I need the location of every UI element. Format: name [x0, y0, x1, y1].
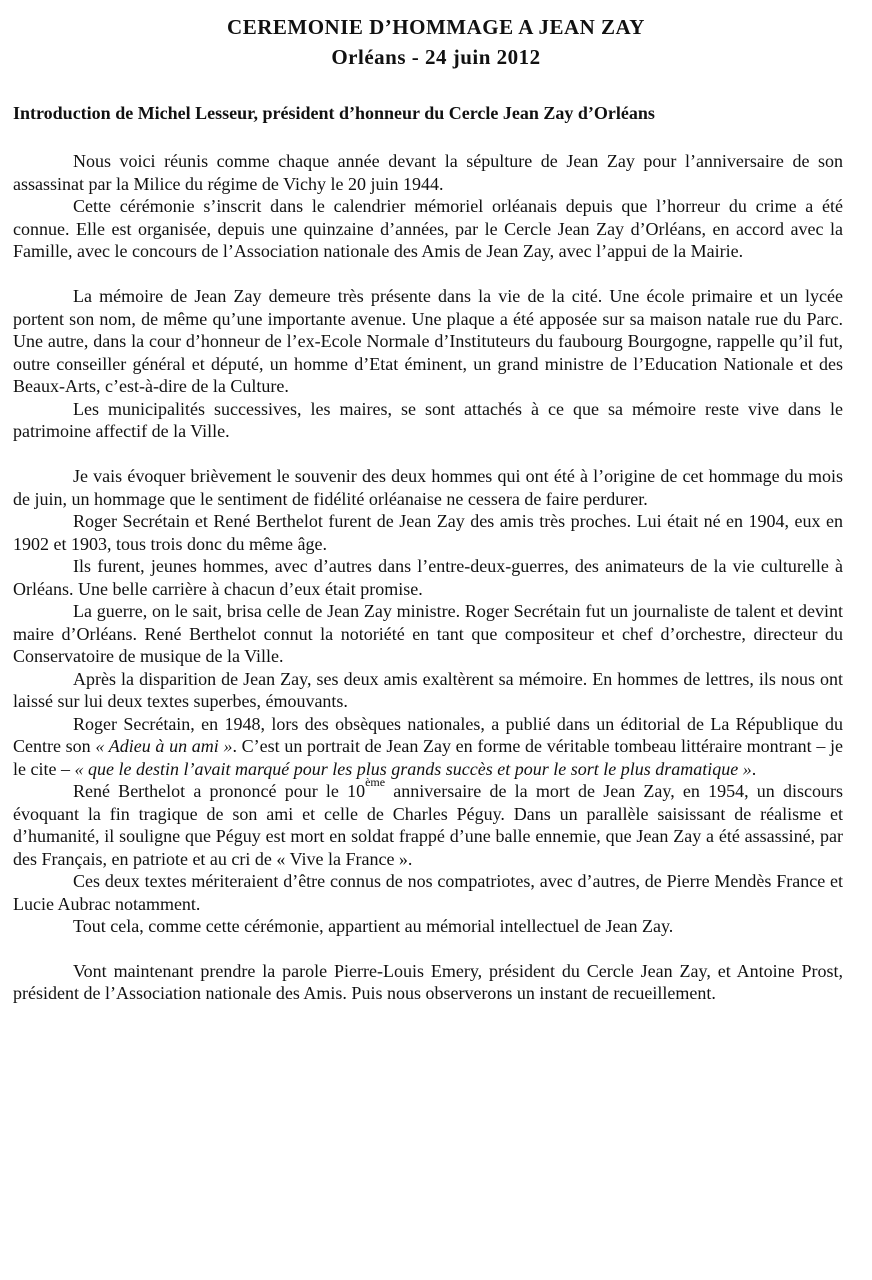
paragraph: Les municipalités successives, les maires, se sont attachés à ce que sa mémoire reste vive dans le patrimoine affectif de la Ville.: [13, 398, 843, 441]
paragraph: La guerre, on le sait, brisa celle de Jean Zay ministre. Roger Secrétain fut un journaliste de talent et devint maire d’Orléans. René Berthelot connut la notoriété en tant que compositeur et chef d’orchestre, directeur du Conservatoire de musique de la Ville.: [13, 601, 843, 666]
superscript: ème: [365, 775, 386, 789]
paragraph: Je vais évoquer brièvement le souvenir des deux hommes qui ont été à l’origine de cet hommage du mois de juin, un hommage que le sentiment de fidélité orléanaise ne cessera de faire perdurer.: [13, 466, 843, 509]
paragraph: Nous voici réunis comme chaque année devant la sépulture de Jean Zay pour l’anniversaire de son assassinat par la Milice du régime de Vichy le 20 juin 1944.: [13, 151, 843, 194]
intro-heading: Introduction de Michel Lesseur, président d’honneur du Cercle Jean Zay d’Orléans: [13, 103, 655, 123]
paragraph: La mémoire de Jean Zay demeure très présente dans la vie de la cité. Une école primaire et un lycée portent son nom, de même qu’une importante avenue. Une plaque a été apposée sur sa maison natale rue du Parc. Une autre, dans la cour d’honneur de l’ex-Ecole Normale d’Instituteurs du faubourg Bourgogne, rappelle qu’il fut, outre conseiller général et député, un homme d’Etat éminent, un grand ministre de l’Education Nationale et des Beaux-Arts, c’est-à-dire de la Culture.: [13, 286, 843, 396]
paragraph: Ils furent, jeunes hommes, avec d’autres dans l’entre-deux-guerres, des animateurs de la vie culturelle à Orléans. Une belle carrière à chacun d’eux était promise.: [13, 556, 843, 599]
paragraph-text: . C’est un portrait de Jean Zay en forme de véritable tombeau littéraire montrant – je le cite –: [13, 736, 843, 779]
paragraph: Après la disparition de Jean Zay, ses deux amis exaltèrent sa mémoire. En hommes de lettres, ils nous ont laissé sur lui deux textes superbes, émouvants.: [13, 668, 843, 711]
paragraph: [13, 713, 843, 781]
paragraph: [13, 775, 843, 870]
quote: « que le destin l’avait marqué pour les plus grands succès et pour le sort le plus dramatique »: [74, 758, 752, 779]
paragraph-text: anniversaire de la mort de Jean Zay, en 1954, un discours évoquant la fin tragique de son ami et celle de Charles Péguy. Dans un parallèle saisissant de réalisme et d’humanité, il souligne que Péguy est mort en soldat frappé d’une balle ennemie, que Jean Zay a été assassiné, par des Français, en patriote et au cri de « Vive la France ».: [13, 781, 843, 869]
body-text: [13, 150, 843, 1005]
paragraph: Roger Secrétain et René Berthelot furent de Jean Zay des amis très proches. Lui était né en 1904, eux en 1902 et 1903, tous trois donc du même âge.: [13, 511, 843, 554]
paragraph: Ces deux textes mériteraient d’être connus de nos compatriotes, avec d’autres, de Pierre Mendès France et Lucie Aubrac notamment.: [13, 871, 843, 914]
paragraph: Cette cérémonie s’inscrit dans le calendrier mémoriel orléanais depuis que l’horreur du crime a été connue. Elle est organisée, depuis une quinzaine d’années, par le Cercle Jean Zay d’Orléans, en accord avec la Famille, avec le concours de l’Association nationale des Amis de Jean Zay, avec l’appui de la Mairie.: [13, 196, 843, 261]
document-subtitle: Orléans - 24 juin 2012: [331, 45, 541, 69]
quote: « Adieu à un ami »: [95, 736, 233, 756]
paragraph-text: René Berthelot a prononcé pour le 10: [73, 781, 366, 801]
paragraph: Vont maintenant prendre la parole Pierre-Louis Emery, président du Cercle Jean Zay, et Antoine Prost, président de l’Association nationale des Amis. Puis nous observerons un instant de recueillement.: [13, 960, 843, 1003]
paragraph-text: Roger Secrétain, en 1948, lors des obsèques nationales, a publié dans un éditorial de La République du Centre son: [13, 713, 843, 756]
document-title: CEREMONIE D’HOMMAGE A JEAN ZAY: [227, 15, 645, 39]
paragraph: Tout cela, comme cette cérémonie, appartient au mémorial intellectuel de Jean Zay.: [73, 916, 674, 936]
paragraph-text: .: [751, 758, 757, 779]
